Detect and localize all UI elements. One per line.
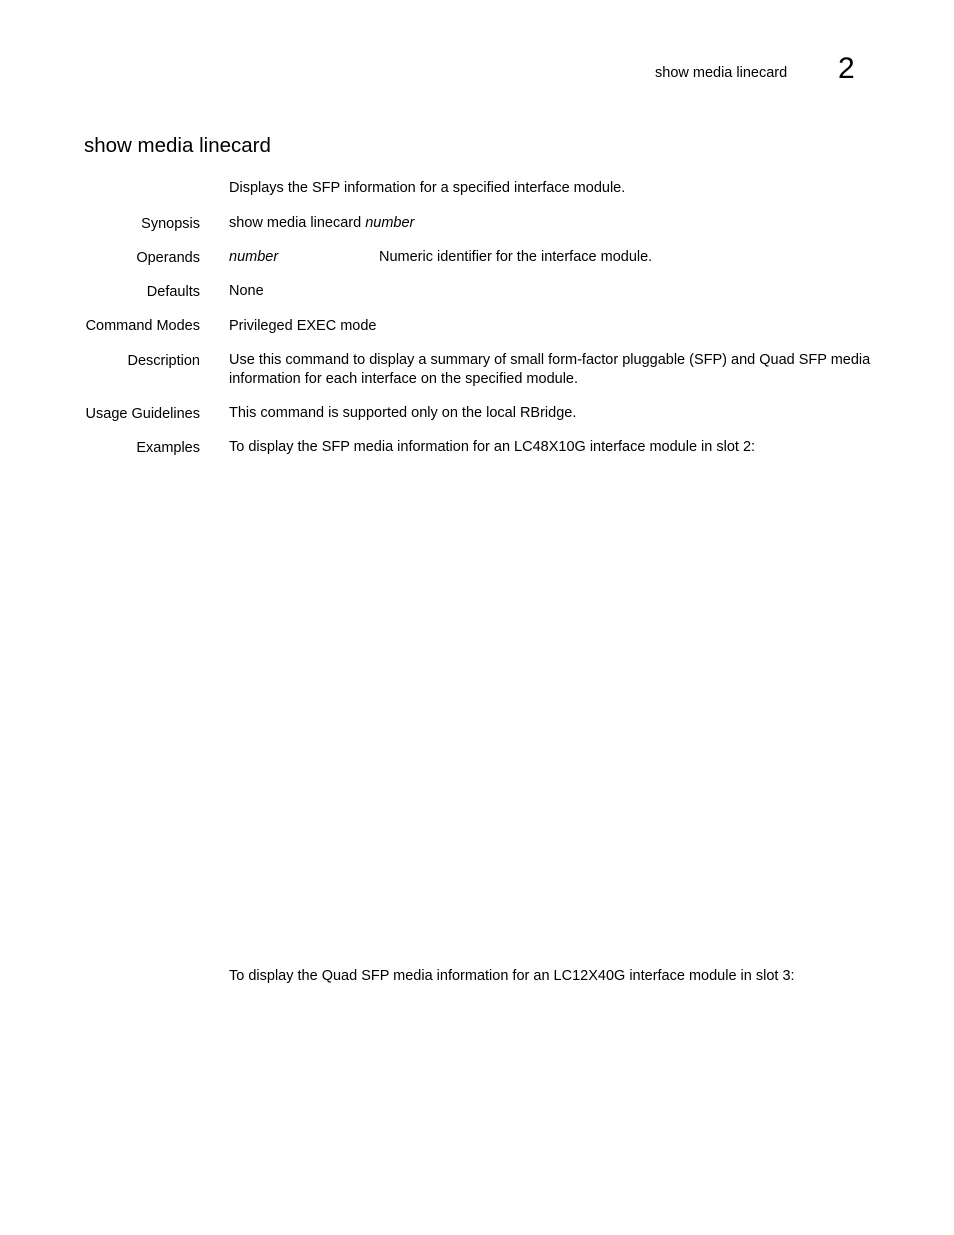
operand-name-text: number: [229, 249, 279, 265]
description-label: Description: [127, 353, 200, 369]
synopsis-label: Synopsis: [141, 216, 200, 232]
operand-description: Numeric identifier for the interface module.: [379, 249, 653, 265]
synopsis-argument: number: [365, 215, 415, 231]
command-modes-label: Command Modes: [85, 318, 200, 334]
intro-text: Displays the SFP information for a specified interface module.: [229, 180, 626, 196]
usage-guidelines-text: This command is supported only on the local RBridge.: [229, 405, 577, 421]
page-title: show media linecard: [84, 134, 271, 157]
defaults-label: Defaults: [146, 284, 200, 300]
synopsis-command: [229, 215, 414, 231]
examples-second-text: To display the Quad SFP media information for an LC12X40G interface module in slot 3:: [229, 968, 795, 984]
examples-label: Examples: [136, 440, 200, 456]
usage-guidelines-label: Usage Guidelines: [85, 406, 200, 422]
description-text: Use this command to display a summary of small form-factor pluggable (SFP) and Quad SFP media information for each interface on the specified module.: [229, 352, 871, 387]
operand-name: [229, 249, 278, 265]
defaults-text: None: [229, 283, 264, 299]
examples-text: To display the SFP media information for an LC48X10G interface module in slot 2:: [229, 439, 756, 455]
chapter-number: 2: [838, 52, 855, 85]
command-modes-text: Privileged EXEC mode: [229, 318, 377, 334]
synopsis-command-name: show media linecard: [229, 215, 362, 231]
running-header: show media linecard: [655, 65, 788, 81]
operands-label: Operands: [136, 250, 200, 266]
